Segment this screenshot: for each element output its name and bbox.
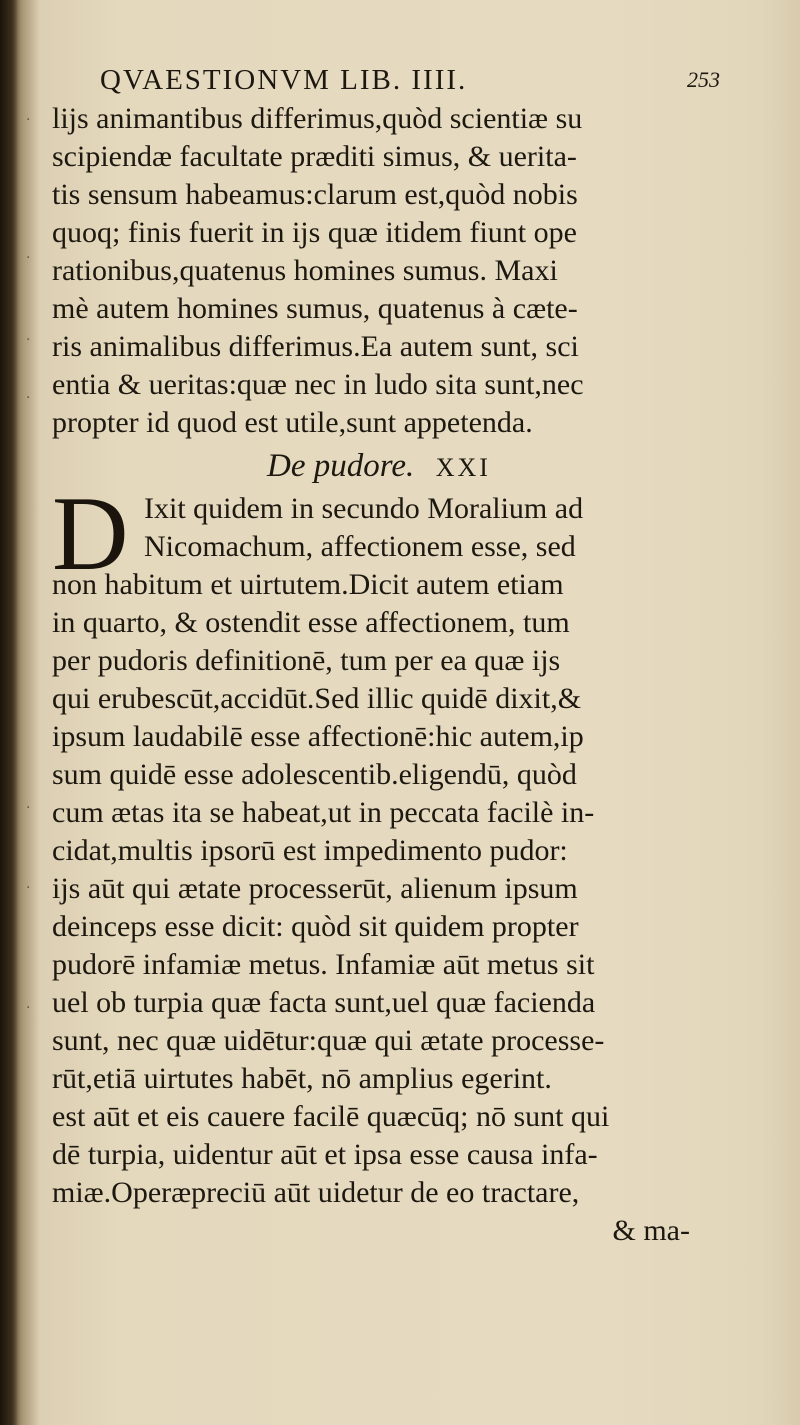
text-line: rūt,etiā uirtutes habēt, nō amplius egerint.	[52, 1062, 552, 1095]
text-line: cum ætas ita se habeat,ut in peccata facilè in-	[52, 796, 595, 829]
running-head	[100, 60, 720, 100]
running-head-title: QVAESTIONVM LIB. IIII.	[100, 63, 468, 96]
text-line: ipsum laudabilē esse affectionē:hic autem,ip	[52, 720, 584, 753]
text-line: pudorē infamiæ metus. Infamiæ aūt metus sit	[52, 948, 595, 981]
text-line: Nicomachum, affectionem esse, sed	[144, 530, 576, 563]
text-line: sum quidē esse adolescentib.eligendū, quòd	[52, 758, 577, 791]
text-line: scipiendæ facultate præditi simus, & uerita-	[52, 140, 577, 173]
margin-ink-specks: · · · · · · ·	[26, 112, 31, 1016]
text-line: miæ.Operæpreciū aūt uidetur de eo tractare,	[52, 1176, 580, 1209]
text-line: mè autem homines sumus, quatenus à cæte-	[52, 292, 578, 325]
text-line: propter id quod est utile,sunt appetenda.	[52, 406, 533, 439]
text-line: deinceps esse dicit: quòd sit quidem propter	[52, 910, 579, 943]
text-line: non habitum et uirtutem.Dicit autem etiam	[52, 568, 564, 601]
text-line: Ixit quidem in secundo Moralium ad	[144, 492, 584, 525]
text-line: cidat,multis ipsorū est impedimento pudor:	[52, 834, 568, 867]
section-title: De pudore.	[267, 448, 415, 484]
text-line: tis sensum habeamus:clarum est,quòd nobis	[52, 178, 578, 211]
text-block	[52, 100, 702, 1250]
text-line: ijs aūt qui ætate processerūt, alienum ipsum	[52, 872, 578, 905]
drop-cap-initial: D	[52, 475, 129, 592]
text-line: dē turpia, uidentur aūt et ipsa esse causa infa-	[52, 1138, 598, 1171]
text-line: rationibus,quatenus homines sumus. Maxi	[52, 254, 558, 287]
text-line: qui erubescūt,accidūt.Sed illic quidē dixit,&	[52, 682, 582, 715]
text-line: entia & ueritas:quæ nec in ludo sita sunt,nec	[52, 368, 584, 401]
text-line: in quarto, & ostendit esse affectionem, tum	[52, 606, 570, 639]
text-line: lijs animantibus differimus,quòd scientiæ su	[52, 102, 583, 135]
page-number: 253	[687, 67, 720, 92]
text-line: quoq; finis fuerit in ijs quæ itidem fiunt ope	[52, 216, 577, 249]
binding-gutter	[0, 0, 18, 1425]
paragraph-1	[52, 100, 702, 442]
text-line: sunt, nec quæ uidētur:quæ qui ætate processe-	[52, 1024, 605, 1057]
catchword: & ma-	[612, 1214, 690, 1247]
text-line: uel ob turpia quæ facta sunt,uel quæ facienda	[52, 986, 596, 1019]
text-line: per pudoris definitionē, tum per ea quæ ijs	[52, 644, 561, 677]
paragraph-2	[52, 475, 702, 1212]
text-line: ris animalibus differimus.Ea autem sunt, sci	[52, 330, 579, 363]
text-line: est aūt et eis cauere facilē quæcūq; nō sunt qui	[52, 1100, 610, 1133]
section-heading	[52, 442, 702, 490]
section-number: XXI	[435, 453, 491, 482]
